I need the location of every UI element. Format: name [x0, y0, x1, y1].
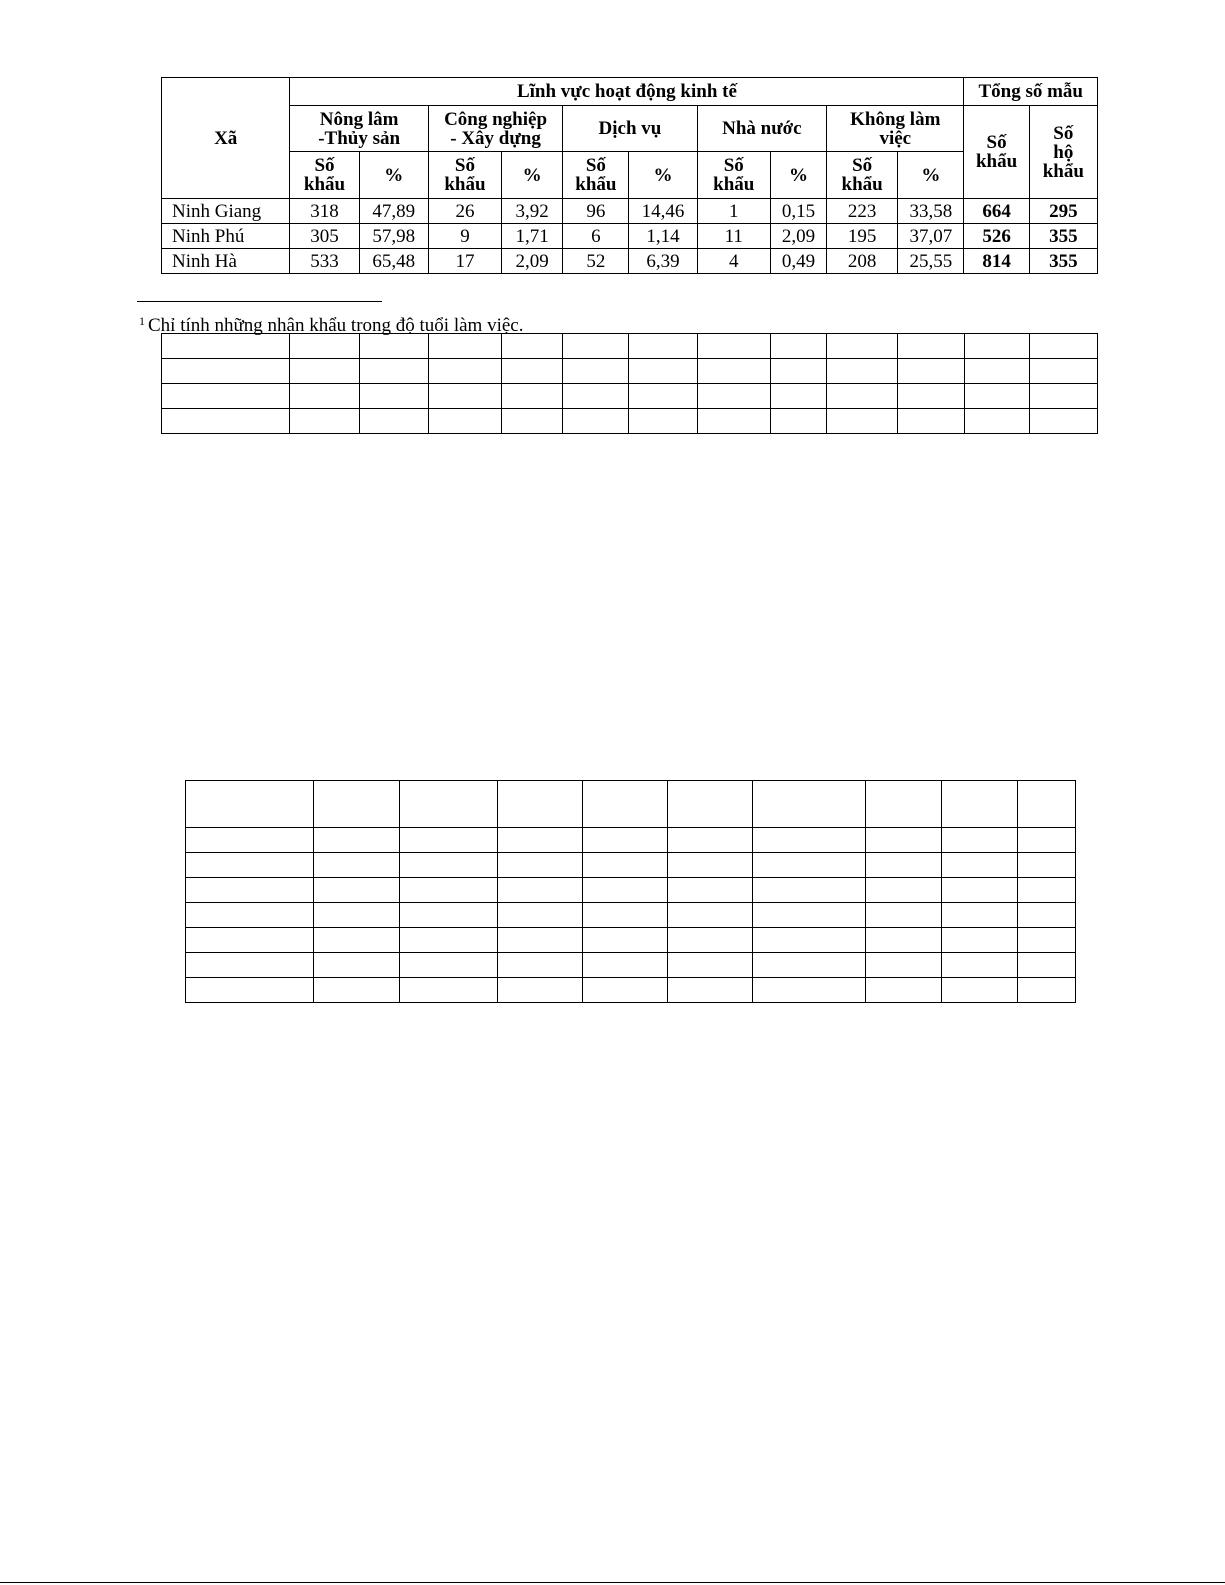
empty-row — [162, 384, 1098, 409]
header-group-nong-lam: Nông lâm -Thủy sản — [290, 106, 428, 152]
table-cell: 195 — [827, 224, 898, 249]
header-total-so-ho-khau: Số hộ khẩu — [1029, 106, 1097, 199]
table-cell: 47,89 — [359, 199, 428, 224]
subheader-percent: % — [770, 152, 826, 199]
table-cell: 14,46 — [629, 199, 697, 224]
subheader-percent: % — [502, 152, 563, 199]
table-cell: 4 — [697, 249, 770, 274]
empty-row — [186, 781, 1076, 828]
header-group-cong-nghiep: Công nghiệp - Xây dựng — [428, 106, 562, 152]
subheader-so-khau: Số khẩu — [428, 152, 501, 199]
header-group-khong-lam-viec: Không làm việc — [827, 106, 964, 152]
table-cell: 25,55 — [898, 249, 964, 274]
table-row — [162, 224, 1098, 249]
empty-table-grid — [185, 780, 1076, 1003]
empty-row — [162, 409, 1098, 434]
table-cell: 0,15 — [770, 199, 826, 224]
header-group-nha-nuoc: Nhà nước — [697, 106, 826, 152]
subheader-so-khau: Số khẩu — [697, 152, 770, 199]
empty-row — [186, 853, 1076, 878]
table-cell: 2,09 — [502, 249, 563, 274]
empty-row — [186, 903, 1076, 928]
header-linh-vuc: Lĩnh vực hoạt động kinh tế — [290, 78, 964, 106]
empty-row — [186, 878, 1076, 903]
row-commune-name: Ninh Phú — [162, 224, 290, 249]
table-cell: 37,07 — [898, 224, 964, 249]
total-so-ho-khau: 355 — [1029, 249, 1097, 274]
row-commune-name: Ninh Giang — [162, 199, 290, 224]
empty-row — [186, 978, 1076, 1003]
empty-row — [186, 928, 1076, 953]
subheader-so-khau: Số khẩu — [563, 152, 629, 199]
economic-activity-table — [161, 77, 1098, 274]
empty-row — [162, 334, 1098, 359]
table-cell: 6 — [563, 224, 629, 249]
table-cell: 52 — [563, 249, 629, 274]
total-so-khau: 814 — [964, 249, 1029, 274]
subheader-percent: % — [359, 152, 428, 199]
footnote-text: Chỉ tính những nhân khẩu trong độ tuổi làm việc. — [148, 315, 524, 336]
table-cell: 1 — [697, 199, 770, 224]
header-xa: Xã — [162, 78, 290, 199]
table-cell: 9 — [428, 224, 501, 249]
header-group-dich-vu: Dịch vụ — [563, 106, 697, 152]
table-cell: 57,98 — [359, 224, 428, 249]
table-cell: 223 — [827, 199, 898, 224]
footnote-separator — [137, 301, 382, 302]
total-so-khau: 526 — [964, 224, 1029, 249]
header-tong-so-mau: Tổng số mẫu — [964, 78, 1098, 106]
table-cell: 33,58 — [898, 199, 964, 224]
total-so-khau: 664 — [964, 199, 1029, 224]
table-cell: 208 — [827, 249, 898, 274]
total-so-ho-khau: 295 — [1029, 199, 1097, 224]
subheader-so-khau: Số khẩu — [290, 152, 359, 199]
table-cell: 1,71 — [502, 224, 563, 249]
footnote-marker: 1 — [139, 314, 145, 328]
total-so-ho-khau: 355 — [1029, 224, 1097, 249]
table-cell: 17 — [428, 249, 501, 274]
table-cell: 305 — [290, 224, 359, 249]
table-cell: 11 — [697, 224, 770, 249]
table-cell: 96 — [563, 199, 629, 224]
empty-row — [186, 828, 1076, 853]
table-cell: 3,92 — [502, 199, 563, 224]
subheader-percent: % — [629, 152, 697, 199]
subheader-so-khau: Số khẩu — [827, 152, 898, 199]
table-row — [162, 249, 1098, 274]
table-cell: 26 — [428, 199, 501, 224]
table-cell: 1,14 — [629, 224, 697, 249]
row-commune-name: Ninh Hà — [162, 249, 290, 274]
header-total-so-khau: Số khẩu — [964, 106, 1029, 199]
empty-table-grid — [161, 333, 1098, 434]
table-cell: 0,49 — [770, 249, 826, 274]
table-cell: 6,39 — [629, 249, 697, 274]
table-cell: 318 — [290, 199, 359, 224]
table-cell: 2,09 — [770, 224, 826, 249]
table-cell: 65,48 — [359, 249, 428, 274]
subheader-percent: % — [898, 152, 964, 199]
empty-row — [186, 953, 1076, 978]
empty-row — [162, 359, 1098, 384]
table-row — [162, 199, 1098, 224]
table-cell: 533 — [290, 249, 359, 274]
page-bottom-rule — [0, 1582, 1225, 1583]
